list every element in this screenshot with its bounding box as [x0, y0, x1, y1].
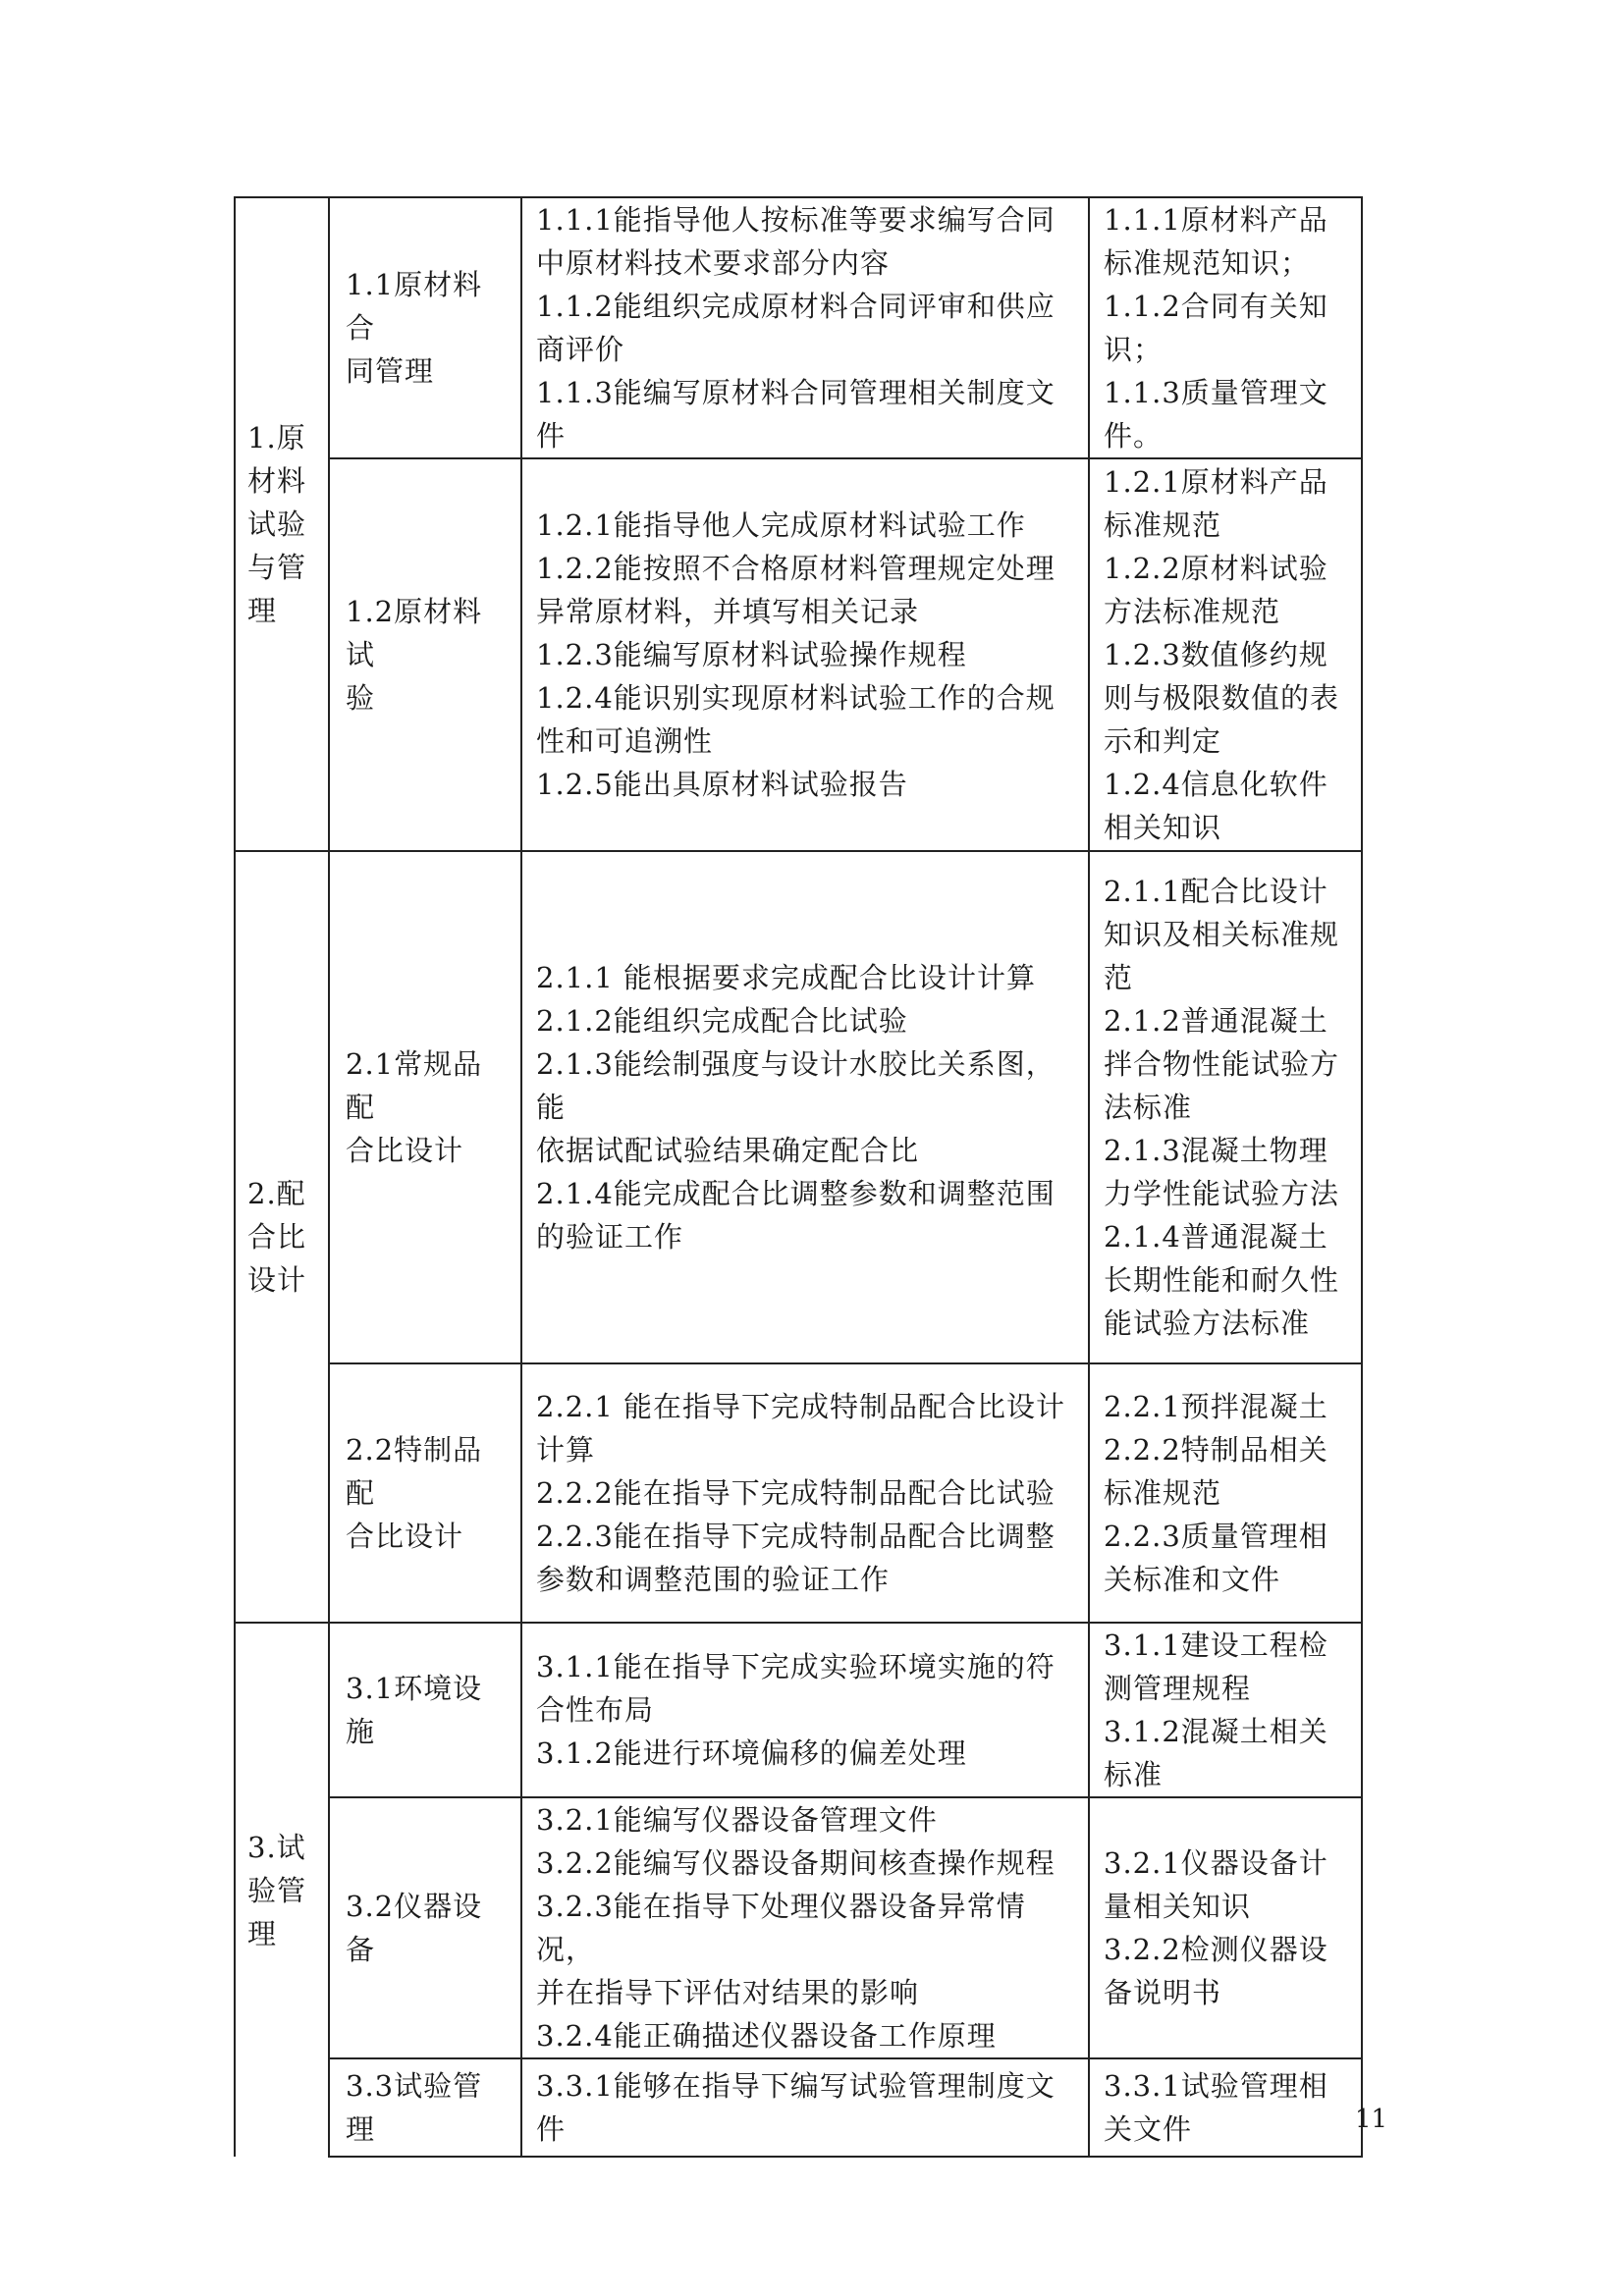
- skills-cell: 2.2.1 能在指导下完成特制品配合比设计 计算 2.2.2能在指导下完成特制品配合比试验 2.2.3能在指导下完成特制品配合比调整 参数和调整范围的验证工作: [521, 1363, 1089, 1623]
- skills-cell: 2.1.1 能根据要求完成配合比设计计算 2.1.2能组织完成配合比试验 2.1.3能绘制强度与设计水胶比关系图，能 依据试配试验结果确定配合比 2.1.4能完成配合比调整参数和调整范围 的验证工作: [521, 851, 1089, 1363]
- knowledge-cell: 3.3.1试验管理相 关文件: [1089, 2058, 1362, 2157]
- skills-cell: 3.2.1能编写仪器设备管理文件 3.2.2能编写仪器设备期间核查操作规程 3.2.3能在指导下处理仪器设备异常情况， 并在指导下评估对结果的影响 3.2.4能正确描述仪器设备工作原理: [521, 1797, 1089, 2058]
- level2-cell: 3.2仪器设备: [329, 1797, 521, 2058]
- level2-cell: 1.1原材料合 同管理: [329, 197, 521, 458]
- skills-cell: 1.2.1能指导他人完成原材料试验工作 1.2.2能按照不合格原材料管理规定处理 异常原材料，并填写相关记录 1.2.3能编写原材料试验操作规程 1.2.4能识别实现原材料试验工作的合规 性和可追溯性 1.2.5能出具原材料试验报告: [521, 458, 1089, 851]
- knowledge-cell: 3.2.1仪器设备计 量相关知识 3.2.2检测仪器设 备说明书: [1089, 1797, 1362, 2058]
- level1-cell: 3.试 验管 理: [235, 1623, 329, 2157]
- level2-cell: 3.1环境设施: [329, 1623, 521, 1797]
- table-row: [235, 2058, 1362, 2157]
- knowledge-cell: 3.1.1建设工程检 测管理规程 3.1.2混凝土相关 标准: [1089, 1623, 1362, 1797]
- knowledge-cell: 1.2.1原材料产品 标准规范 1.2.2原材料试验 方法标准规范 1.2.3数值修约规 则与极限数值的表 示和判定 1.2.4信息化软件 相关知识: [1089, 458, 1362, 851]
- level2-cell: 2.1常规品配 合比设计: [329, 851, 521, 1363]
- page-number: 11: [1355, 2105, 1388, 2134]
- skills-cell: 1.1.1能指导他人按标准等要求编写合同 中原材料技术要求部分内容 1.1.2能组织完成原材料合同评审和供应 商评价 1.1.3能编写原材料合同管理相关制度文 件: [521, 197, 1089, 458]
- level1-cell: 1.原 材料 试验 与管 理: [235, 197, 329, 851]
- level2-cell: 1.2原材料试 验: [329, 458, 521, 851]
- skills-cell: 3.1.1能在指导下完成实验环境实施的符 合性布局 3.1.2能进行环境偏移的偏差处理: [521, 1623, 1089, 1797]
- knowledge-cell: 2.1.1配合比设计 知识及相关标准规 范 2.1.2普通混凝土 拌合物性能试验方 法标准 2.1.3混凝土物理 力学性能试验方法 2.1.4普通混凝土 长期性能和耐久性 能试验方法标准: [1089, 851, 1362, 1363]
- knowledge-cell: 1.1.1原材料产品 标准规范知识； 1.1.2合同有关知 识； 1.1.3质量管理文 件。: [1089, 197, 1362, 458]
- table-row: [235, 1623, 1362, 1797]
- level2-cell: 2.2特制品配 合比设计: [329, 1363, 521, 1623]
- table-row: [235, 1363, 1362, 1623]
- competency-table: [234, 196, 1363, 2158]
- table-row: [235, 1797, 1362, 2058]
- skills-cell: 3.3.1能够在指导下编写试验管理制度文 件: [521, 2058, 1089, 2157]
- level2-cell: 3.3试验管理: [329, 2058, 521, 2157]
- table-row: [235, 458, 1362, 851]
- level1-cell: 2.配 合比 设计: [235, 851, 329, 1623]
- knowledge-cell: 2.2.1预拌混凝土 2.2.2特制品相关 标准规范 2.2.3质量管理相 关标准和文件: [1089, 1363, 1362, 1623]
- table-row: [235, 851, 1362, 1363]
- table-row: [235, 197, 1362, 458]
